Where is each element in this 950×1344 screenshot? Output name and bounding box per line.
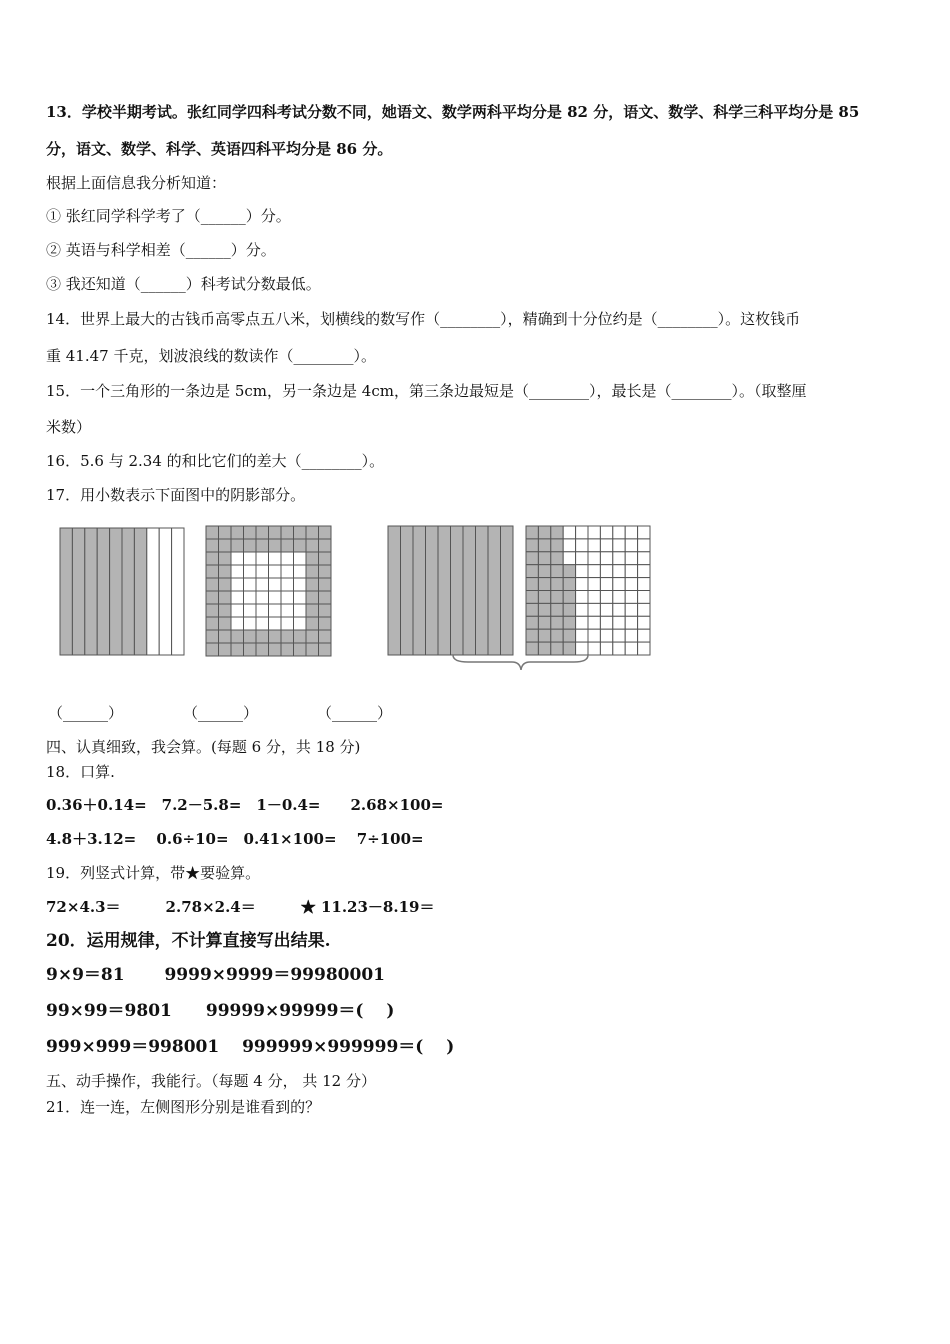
q13-line1: 13．学校半期考试。张红同学四科考试分数不同，她语文、数学两科平均分是 82 分，语文、数学、科学三科平均分是 85 — [46, 103, 860, 121]
grid-cell — [638, 603, 650, 616]
grid-cell — [576, 552, 588, 565]
grid-cell — [576, 539, 588, 552]
grid-cell — [269, 630, 282, 643]
grid-cell — [576, 591, 588, 604]
grid-cell — [588, 629, 600, 642]
grid-cell — [551, 539, 563, 552]
grid-cell — [206, 630, 219, 643]
grid-cell — [206, 617, 219, 630]
strip-cell — [413, 526, 426, 655]
q19-title: 19．列竖式计算，带★要验算。 — [46, 864, 261, 882]
grid-cell — [269, 578, 282, 591]
grid-cell — [319, 643, 332, 656]
grid-cell — [219, 643, 232, 656]
grid-cell — [231, 578, 244, 591]
grid-cell — [526, 642, 538, 655]
grid-cell — [269, 539, 282, 552]
grid-cell — [256, 578, 269, 591]
strip-cell — [97, 528, 109, 655]
strip-cell — [110, 528, 122, 655]
q13-line2: 分，语文、数学、科学、英语四科平均分是 86 分。 — [46, 140, 393, 158]
grid-cell — [576, 629, 588, 642]
grid-cell — [563, 629, 575, 642]
grid-cell — [638, 565, 650, 578]
grid-cell — [538, 642, 550, 655]
grid-cell — [294, 630, 307, 643]
strip-cell — [388, 526, 401, 655]
grid-cell — [281, 604, 294, 617]
q18-title: 18．口算. — [46, 763, 115, 781]
grid-cell — [306, 591, 319, 604]
grid-cell — [294, 643, 307, 656]
grid-cell — [563, 591, 575, 604]
q17-title: 17．用小数表示下面图中的阴影部分。 — [46, 486, 306, 504]
grid-cell — [231, 552, 244, 565]
grid-cell — [244, 604, 257, 617]
grid-cell — [219, 578, 232, 591]
grid-cell — [551, 616, 563, 629]
grid-cell — [526, 526, 538, 539]
q15-line1: 15．一个三角形的一条边是 5cm，另一条边是 4cm，第三条边最短是（________），最长是（________）。（取整厘 — [46, 382, 807, 400]
grid-cell — [231, 617, 244, 630]
grid-cell — [206, 539, 219, 552]
grid-cell — [231, 643, 244, 656]
grid-cell — [319, 552, 332, 565]
grid-cell — [231, 591, 244, 604]
grid-cell — [638, 539, 650, 552]
grid-cell — [588, 603, 600, 616]
grid-cell — [306, 617, 319, 630]
grid-cell — [206, 643, 219, 656]
grid-cell — [613, 552, 625, 565]
grid-cell — [231, 630, 244, 643]
grid-cell — [256, 526, 269, 539]
grid-cell — [281, 552, 294, 565]
grid-cell — [588, 565, 600, 578]
grid-cell — [551, 591, 563, 604]
grid-cell — [269, 565, 282, 578]
grid-cell — [219, 552, 232, 565]
grid-cell — [563, 642, 575, 655]
grid-cell — [538, 616, 550, 629]
q20-row1: 9×9＝81 9999×9999＝99980001 — [46, 965, 385, 985]
grid-cell — [306, 552, 319, 565]
grid-cell — [551, 552, 563, 565]
grid-cell — [281, 578, 294, 591]
grid-cell — [563, 565, 575, 578]
q13-item1: ① 张红同学科学考了（______）分。 — [46, 207, 291, 225]
grid-cell — [206, 565, 219, 578]
q17-answer-1: （______） — [48, 704, 124, 722]
strip-cell — [476, 526, 489, 655]
strip-cell — [426, 526, 439, 655]
grid-cell — [526, 565, 538, 578]
grid-cell — [244, 539, 257, 552]
grid-cell — [294, 617, 307, 630]
grid-cell — [625, 616, 637, 629]
grid-cell — [625, 526, 637, 539]
grid-cell — [551, 603, 563, 616]
q13-item3: ③ 我还知道（______）科考试分数最低。 — [46, 275, 321, 293]
grid-cell — [244, 591, 257, 604]
brace-icon — [453, 655, 588, 670]
grid-cell — [638, 629, 650, 642]
strip-cell — [122, 528, 134, 655]
grid-cell — [219, 604, 232, 617]
grid-cell — [231, 526, 244, 539]
q15-line2: 米数） — [46, 418, 92, 436]
grid-cell — [638, 591, 650, 604]
grid-cell — [625, 539, 637, 552]
grid-cell — [588, 642, 600, 655]
grid-cell — [526, 629, 538, 642]
grid-cell — [319, 565, 332, 578]
grid-cell — [625, 629, 637, 642]
grid-cell — [526, 539, 538, 552]
q19-row: 72×4.3＝ 2.78×2.4＝ ★ 11.23－8.19＝ — [46, 898, 435, 916]
grid-cell — [600, 642, 612, 655]
grid-cell — [526, 603, 538, 616]
grid-cell — [269, 591, 282, 604]
grid-cell — [613, 565, 625, 578]
grid-cell — [219, 565, 232, 578]
grid-cell — [219, 617, 232, 630]
grid-cell — [319, 539, 332, 552]
strip-cell — [159, 528, 171, 655]
grid-cell — [306, 565, 319, 578]
grid-cell — [294, 591, 307, 604]
grid-cell — [269, 617, 282, 630]
grid-cell — [526, 552, 538, 565]
strip-cell — [438, 526, 451, 655]
grid-cell — [206, 578, 219, 591]
grid-cell — [538, 603, 550, 616]
strip-cell — [172, 528, 184, 655]
grid-cell — [588, 539, 600, 552]
grid-cell — [256, 552, 269, 565]
grid-cell — [269, 604, 282, 617]
grid-cell — [319, 591, 332, 604]
grid-cell — [281, 643, 294, 656]
grid-cell — [613, 539, 625, 552]
q18-row1: 0.36＋0.14= 7.2－5.8= 1－0.4= 2.68×100= — [46, 796, 444, 814]
grid-cell — [551, 629, 563, 642]
grid-cell — [538, 539, 550, 552]
grid-cell — [613, 526, 625, 539]
strip-cell — [501, 526, 514, 655]
grid-cell — [600, 565, 612, 578]
grid-cell — [613, 603, 625, 616]
grid-cell — [538, 591, 550, 604]
grid-cell — [526, 591, 538, 604]
grid-cell — [625, 591, 637, 604]
grid-cell — [231, 539, 244, 552]
grid-cell — [600, 603, 612, 616]
grid-cell — [219, 539, 232, 552]
grid-cell — [551, 578, 563, 591]
grid-cell — [231, 565, 244, 578]
grid-cell — [294, 552, 307, 565]
grid-cell — [294, 565, 307, 578]
grid-cell — [576, 526, 588, 539]
q14-line2: 重 41.47 千克，划波浪线的数读作（________）。 — [46, 347, 376, 365]
grid-cell — [206, 591, 219, 604]
grid-cell — [638, 526, 650, 539]
grid-cell — [281, 526, 294, 539]
grid-cell — [294, 539, 307, 552]
q13-intro: 根据上面信息我分析知道： — [46, 174, 227, 192]
strip-cell — [401, 526, 414, 655]
q20-row2: 99×99＝9801 99999×99999＝( ) — [46, 1001, 395, 1021]
strip-cell — [451, 526, 464, 655]
figure-strips-tenths — [60, 528, 184, 655]
figure-grid-hundredths — [206, 526, 331, 656]
section-4-heading: 四、认真细致，我会算。(每题 6 分，共 18 分) — [46, 738, 361, 756]
grid-cell — [256, 617, 269, 630]
grid-cell — [563, 539, 575, 552]
grid-cell — [600, 526, 612, 539]
grid-cell — [576, 578, 588, 591]
strip-cell — [147, 528, 159, 655]
q17-answer-2: （______） — [183, 704, 259, 722]
question-16: 16．5.6 与 2.34 的和比它们的差大（________）。 — [46, 452, 385, 470]
grid-cell — [538, 526, 550, 539]
grid-cell — [306, 630, 319, 643]
strip-cell — [85, 528, 97, 655]
grid-cell — [306, 526, 319, 539]
grid-cell — [244, 578, 257, 591]
grid-cell — [600, 616, 612, 629]
grid-cell — [294, 578, 307, 591]
grid-cell — [638, 578, 650, 591]
grid-cell — [319, 578, 332, 591]
grid-cell — [244, 565, 257, 578]
grid-cell — [588, 616, 600, 629]
grid-cell — [588, 578, 600, 591]
grid-cell — [269, 643, 282, 656]
grid-cell — [625, 642, 637, 655]
strip-cell — [488, 526, 501, 655]
grid-cell — [600, 578, 612, 591]
grid-cell — [319, 617, 332, 630]
grid-cell — [244, 643, 257, 656]
grid-cell — [638, 552, 650, 565]
grid-cell — [638, 616, 650, 629]
strip-cell — [463, 526, 476, 655]
figure-strips-combined — [388, 526, 513, 655]
grid-cell — [269, 552, 282, 565]
grid-cell — [219, 526, 232, 539]
q18-row2: 4.8＋3.12= 0.6÷10= 0.41×100= 7÷100= — [46, 830, 424, 848]
section-5-heading: 五、动手操作，我能行。（每题 4 分， 共 12 分） — [46, 1072, 376, 1090]
grid-cell — [244, 617, 257, 630]
grid-cell — [244, 526, 257, 539]
q14-line1: 14．世界上最大的古钱币高零点五八米，划横线的数写作（________），精确到十分位约是（________）。这枚钱币 — [46, 310, 801, 328]
grid-cell — [256, 630, 269, 643]
grid-cell — [563, 526, 575, 539]
grid-cell — [256, 591, 269, 604]
grid-cell — [306, 643, 319, 656]
grid-cell — [625, 578, 637, 591]
strip-cell — [72, 528, 84, 655]
grid-cell — [600, 591, 612, 604]
figure-grid-combined — [526, 526, 650, 655]
grid-cell — [319, 526, 332, 539]
grid-cell — [206, 526, 219, 539]
q20-title: 20．运用规律，不计算直接写出结果. — [46, 931, 331, 951]
q20-row3: 999×999＝998001 999999×999999＝( ) — [46, 1037, 455, 1057]
strip-cell — [134, 528, 146, 655]
grid-cell — [538, 629, 550, 642]
grid-cell — [294, 604, 307, 617]
grid-cell — [576, 565, 588, 578]
grid-cell — [244, 552, 257, 565]
grid-cell — [551, 526, 563, 539]
grid-cell — [600, 629, 612, 642]
grid-cell — [319, 604, 332, 617]
grid-cell — [206, 604, 219, 617]
grid-cell — [588, 526, 600, 539]
grid-cell — [281, 565, 294, 578]
grid-cell — [256, 604, 269, 617]
grid-cell — [551, 642, 563, 655]
grid-cell — [563, 603, 575, 616]
grid-cell — [256, 643, 269, 656]
grid-cell — [306, 604, 319, 617]
grid-cell — [269, 526, 282, 539]
grid-cell — [563, 616, 575, 629]
shaded-figures — [50, 520, 660, 670]
grid-cell — [306, 578, 319, 591]
grid-cell — [256, 539, 269, 552]
grid-cell — [588, 591, 600, 604]
grid-cell — [281, 617, 294, 630]
grid-cell — [588, 552, 600, 565]
grid-cell — [244, 630, 257, 643]
grid-cell — [526, 616, 538, 629]
grid-cell — [281, 630, 294, 643]
grid-cell — [613, 629, 625, 642]
q13-item2: ② 英语与科学相差（______）分。 — [46, 241, 276, 259]
grid-cell — [526, 578, 538, 591]
grid-cell — [576, 603, 588, 616]
grid-cell — [319, 630, 332, 643]
grid-cell — [600, 539, 612, 552]
grid-cell — [613, 591, 625, 604]
grid-cell — [538, 578, 550, 591]
strip-cell — [60, 528, 72, 655]
grid-cell — [613, 642, 625, 655]
grid-cell — [294, 526, 307, 539]
grid-cell — [538, 565, 550, 578]
grid-cell — [613, 616, 625, 629]
question-21: 21．连一连，左侧图形分别是谁看到的？ — [46, 1098, 321, 1116]
grid-cell — [563, 552, 575, 565]
grid-cell — [281, 539, 294, 552]
grid-cell — [625, 565, 637, 578]
q17-answer-3: （______） — [317, 704, 393, 722]
grid-cell — [576, 616, 588, 629]
grid-cell — [538, 552, 550, 565]
grid-cell — [600, 552, 612, 565]
grid-cell — [625, 552, 637, 565]
grid-cell — [638, 642, 650, 655]
grid-cell — [281, 591, 294, 604]
grid-cell — [256, 565, 269, 578]
grid-cell — [625, 603, 637, 616]
grid-cell — [576, 642, 588, 655]
grid-cell — [231, 604, 244, 617]
grid-cell — [551, 565, 563, 578]
grid-cell — [219, 591, 232, 604]
grid-cell — [613, 578, 625, 591]
grid-cell — [219, 630, 232, 643]
grid-cell — [306, 539, 319, 552]
grid-cell — [206, 552, 219, 565]
grid-cell — [563, 578, 575, 591]
